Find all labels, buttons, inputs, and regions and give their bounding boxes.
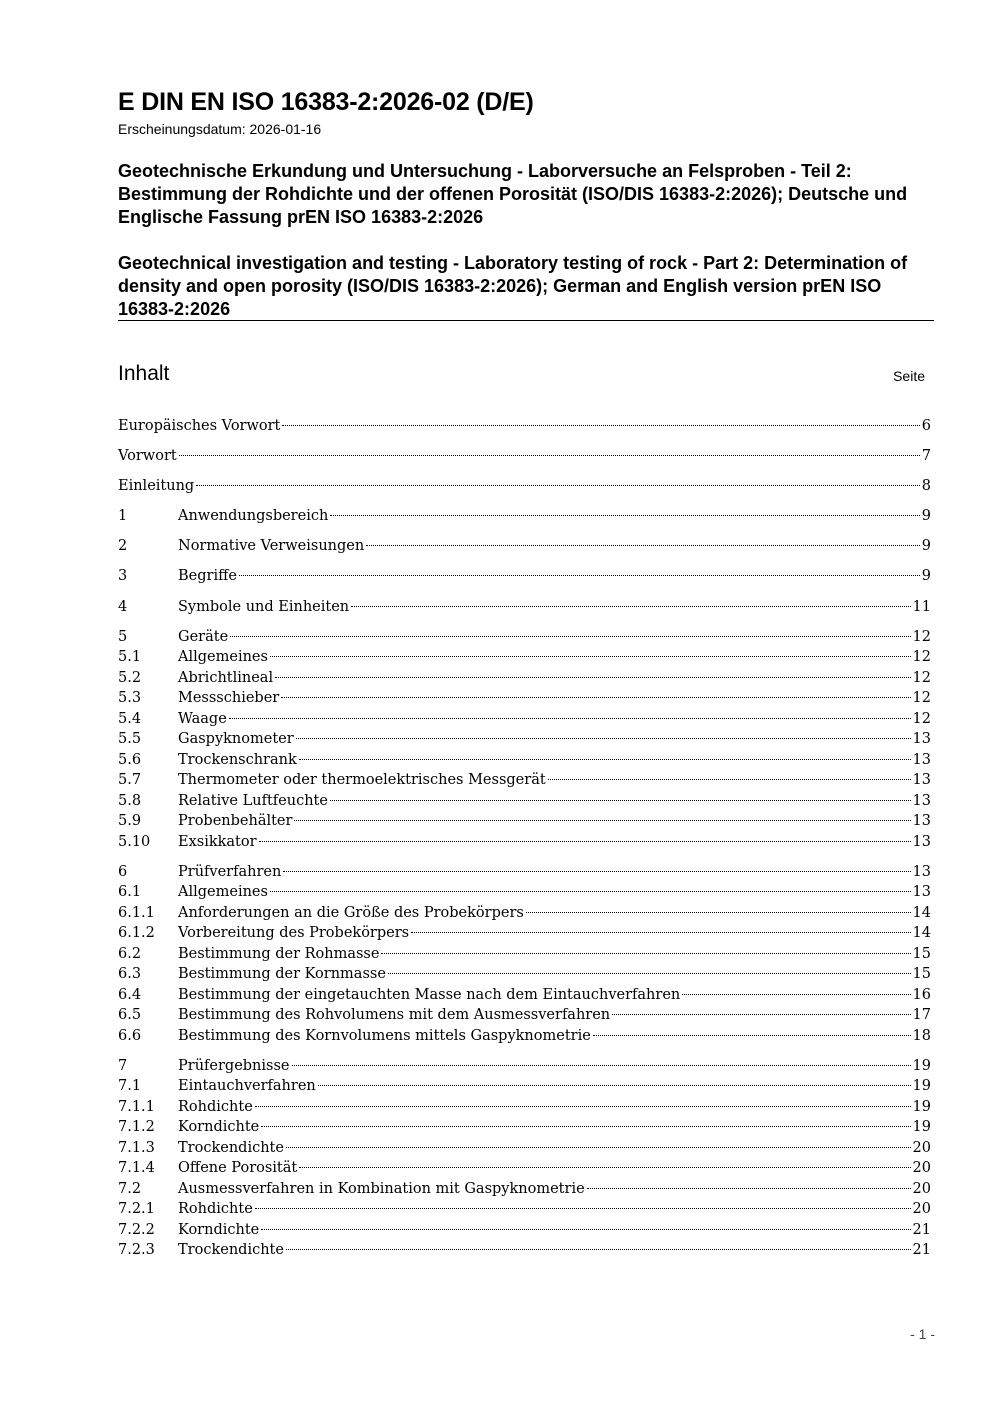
toc-dot-leader <box>411 932 910 933</box>
toc-entry-title: Relative Luftfeuchte <box>178 792 328 809</box>
toc-entry-number: 5.6 <box>118 751 142 768</box>
toc-entry-number: 2 <box>118 538 128 555</box>
toc-entry-number: 5.5 <box>118 731 142 748</box>
toc-entry[interactable] <box>118 923 931 944</box>
toc-dot-leader <box>299 1167 910 1168</box>
toc-dot-leader <box>261 1229 910 1230</box>
toc-dot-leader <box>593 1035 911 1036</box>
toc-entry[interactable] <box>118 750 931 771</box>
toc-dot-leader <box>330 515 919 516</box>
toc-entry[interactable] <box>118 903 931 924</box>
toc-entry-title: Korndichte <box>178 1119 260 1136</box>
toc-entry-title: Rohdichte <box>178 1201 253 1218</box>
document-id: E DIN EN ISO 16383-2:2026-02 (D/E) <box>118 88 534 116</box>
toc-entry[interactable] <box>118 536 931 557</box>
toc-entry-title: Begriffe <box>178 568 237 585</box>
toc-entry-page: 20 <box>912 1139 931 1156</box>
toc-entry-title: Ausmessverfahren in Kombination mit Gaspyknometrie <box>178 1180 585 1197</box>
toc-entry-title: Gaspyknometer <box>178 731 294 748</box>
toc-entry[interactable] <box>118 688 931 709</box>
toc-entry-page: 19 <box>912 1057 931 1074</box>
toc-dot-leader <box>299 759 911 760</box>
toc-entry-number: 6.4 <box>118 986 142 1003</box>
toc-entry[interactable] <box>118 811 931 832</box>
toc-entry-title: Bestimmung der Kornmasse <box>178 966 386 983</box>
toc-entry-page: 19 <box>912 1119 931 1136</box>
toc-entry[interactable] <box>118 476 931 497</box>
toc-entry[interactable] <box>118 770 931 791</box>
toc-entry-page: 17 <box>912 1007 931 1024</box>
toc-dot-leader <box>196 485 920 486</box>
toc-entry-title: Allgemeines <box>178 884 268 901</box>
toc-entry[interactable] <box>118 944 931 965</box>
toc-entry[interactable] <box>118 862 931 883</box>
toc-entry-title: Trockendichte <box>178 1242 284 1259</box>
toc-entry-title: Bestimmung des Kornvolumens mittels Gaspyknometrie <box>178 1027 591 1044</box>
toc-entry[interactable] <box>118 882 931 903</box>
toc-entry[interactable] <box>118 1056 931 1077</box>
toc-entry-number: 7.1.2 <box>118 1119 155 1136</box>
toc-entry-title: Europäisches Vorwort <box>118 418 281 434</box>
toc-entry-page: 21 <box>912 1242 931 1259</box>
toc-entry-number: 5.1 <box>118 649 142 666</box>
toc-entry-number: 5.4 <box>118 710 142 727</box>
toc-dot-leader <box>270 656 911 657</box>
toc-entry-page: 9 <box>921 568 931 585</box>
toc-entry-page: 13 <box>912 751 931 768</box>
toc-entry-number: 7.2 <box>118 1180 142 1197</box>
title-divider <box>118 320 934 321</box>
toc-entry-number: 6.6 <box>118 1027 142 1044</box>
toc-entry-page: 13 <box>912 884 931 901</box>
toc-entry[interactable] <box>118 1097 931 1118</box>
toc-entry[interactable] <box>118 832 931 853</box>
toc-dot-leader <box>230 636 910 637</box>
toc-dot-leader <box>286 1147 911 1148</box>
toc-entry-number: 6.1.1 <box>118 904 155 921</box>
toc-entry-title: Korndichte <box>178 1221 260 1238</box>
german-title: Geotechnische Erkundung und Untersuchung - Laborversuche an Felsproben - Teil 2: Bestimmung der Rohdichte und der offenen Porosität (ISO/DIS 16383-2:2026); Deutsche und Englische Fassung prEN ISO 16383-2:2026 <box>118 161 908 227</box>
toc-entry-title: Trockenschrank <box>178 751 297 768</box>
toc-entry[interactable] <box>118 506 931 527</box>
toc-dot-leader <box>548 779 911 780</box>
toc-entry-page: 13 <box>912 863 931 880</box>
toc-dot-leader <box>294 820 910 821</box>
toc-dot-leader <box>318 1085 911 1086</box>
toc-entry-page: 16 <box>912 986 931 1003</box>
toc-dot-leader <box>179 455 920 456</box>
toc-dot-leader <box>229 718 911 719</box>
toc-entry-title: Waage <box>178 710 227 727</box>
toc-entry-number: 3 <box>118 568 128 585</box>
toc-entry-page: 12 <box>912 649 931 666</box>
toc-entry-title: Allgemeines <box>178 649 268 666</box>
toc-entry[interactable] <box>118 627 931 648</box>
toc-entry[interactable] <box>118 416 931 437</box>
page-number: - 1 - <box>910 1326 935 1342</box>
toc-dot-leader <box>296 738 911 739</box>
toc-entry-number: 5.3 <box>118 690 142 707</box>
toc-entry-page: 12 <box>912 669 931 686</box>
publication-date: Erscheinungsdatum: 2026-01-16 <box>118 121 322 137</box>
toc-entry-page: 9 <box>921 538 931 555</box>
toc-entry-title: Geräte <box>178 628 229 645</box>
toc-entry-number: 6.2 <box>118 945 142 962</box>
toc-entry-title: Bestimmung der eingetauchten Masse nach dem Eintauchverfahren <box>178 986 681 1003</box>
toc-dot-leader <box>587 1188 911 1189</box>
toc-entry-page: 12 <box>912 628 931 645</box>
toc-entry-number: 1 <box>118 508 128 525</box>
toc-entry-title: Probenbehälter <box>178 813 293 830</box>
toc-entry-number: 5.7 <box>118 772 142 789</box>
toc-entry[interactable] <box>118 1117 931 1138</box>
toc-entry-title: Anwendungsbereich <box>178 508 329 525</box>
toc-entry-title: Bestimmung des Rohvolumens mit dem Ausmessverfahren <box>178 1007 611 1024</box>
toc-entry-page: 14 <box>912 925 931 942</box>
toc-entry[interactable] <box>118 1220 931 1241</box>
toc-entry-title: Bestimmung der Rohmasse <box>178 945 380 962</box>
toc-entry-title: Trockendichte <box>178 1139 284 1156</box>
toc-entry-title: Eintauchverfahren <box>178 1078 316 1095</box>
toc-entry-number: 6.1 <box>118 884 142 901</box>
toc-entry[interactable] <box>118 668 931 689</box>
toc-entry-number: 7.1.3 <box>118 1139 155 1156</box>
toc-entry-number: 5.8 <box>118 792 142 809</box>
toc-entry-page: 14 <box>912 904 931 921</box>
toc-entry-title: Anforderungen an die Größe des Probekörpers <box>178 904 524 921</box>
toc-dot-leader <box>330 800 911 801</box>
english-title: Geotechnical investigation and testing - Laboratory testing of rock - Part 2: Determination of density and open porosity (ISO/DIS 16383-2:2026); German and English version prEN ISO 16383-2:2026 <box>118 253 908 319</box>
toc-dot-leader <box>270 891 911 892</box>
toc-entry-page: 13 <box>912 833 931 850</box>
toc-dot-leader <box>381 953 910 954</box>
toc-dot-leader <box>351 606 910 607</box>
toc-entry[interactable] <box>118 985 931 1006</box>
toc-entry-number: 5 <box>118 628 128 645</box>
toc-entry-title: Vorwort <box>118 448 177 465</box>
toc-entry-number: 4 <box>118 598 128 615</box>
toc-entry[interactable] <box>118 1076 931 1097</box>
toc-entry[interactable] <box>118 647 931 668</box>
toc-entry-title: Einleitung <box>118 478 195 495</box>
toc-dot-leader <box>612 1014 910 1015</box>
toc-entry-page: 12 <box>912 710 931 727</box>
toc-entry-number: 7.1 <box>118 1078 142 1095</box>
toc-entry-page: 19 <box>912 1098 931 1115</box>
toc-entry-title: Prüfergebnisse <box>178 1057 290 1074</box>
toc-entry-page: 13 <box>912 731 931 748</box>
toc-entry-page: 12 <box>912 690 931 707</box>
toc-entry-page: 20 <box>912 1201 931 1218</box>
toc-entry-number: 6 <box>118 863 128 880</box>
toc-entry-page: 7 <box>921 448 931 465</box>
toc-entry-number: 6.3 <box>118 966 142 983</box>
toc-entry-number: 7 <box>118 1057 128 1074</box>
toc-entry-number: 7.2.2 <box>118 1221 155 1238</box>
table-of-contents <box>118 416 931 1261</box>
toc-entry-title: Exsikkator <box>178 833 257 850</box>
toc-entry[interactable] <box>118 1005 931 1026</box>
toc-dot-leader <box>281 697 910 698</box>
toc-dot-leader <box>261 1126 910 1127</box>
toc-entry[interactable] <box>118 1026 931 1047</box>
toc-entry-title: Thermometer oder thermoelektrisches Messgerät <box>178 772 546 789</box>
toc-dot-leader <box>275 677 910 678</box>
toc-entry-number: 5.10 <box>118 833 151 850</box>
toc-entry[interactable] <box>118 446 931 467</box>
toc-entry[interactable] <box>118 597 931 618</box>
toc-entry-page: 11 <box>912 598 931 615</box>
toc-entry-page: 8 <box>921 478 931 495</box>
toc-dot-leader <box>255 1106 911 1107</box>
toc-entry-page: 19 <box>912 1078 931 1095</box>
toc-entry[interactable] <box>118 964 931 985</box>
toc-dot-leader <box>282 425 919 426</box>
toc-entry-number: 5.2 <box>118 669 142 686</box>
toc-entry-number: 5.9 <box>118 813 142 830</box>
toc-entry-title: Prüfverfahren <box>178 863 282 880</box>
toc-entry[interactable] <box>118 1179 931 1200</box>
toc-dot-leader <box>388 973 911 974</box>
toc-dot-leader <box>366 545 920 546</box>
toc-entry[interactable] <box>118 1138 931 1159</box>
toc-dot-leader <box>239 575 920 576</box>
toc-dot-leader <box>259 841 911 842</box>
toc-entry[interactable] <box>118 1240 931 1261</box>
toc-dot-leader <box>255 1208 911 1209</box>
toc-entry-number: 6.1.2 <box>118 925 155 942</box>
toc-page-column-label: Seite <box>893 368 925 384</box>
toc-dot-leader <box>286 1249 911 1250</box>
toc-dot-leader <box>526 912 911 913</box>
toc-entry[interactable] <box>118 1199 931 1220</box>
toc-dot-leader <box>292 1065 911 1066</box>
toc-entry[interactable] <box>118 729 931 750</box>
toc-entry-page: 20 <box>912 1160 931 1177</box>
toc-entry[interactable] <box>118 791 931 812</box>
toc-entry-number: 7.2.1 <box>118 1201 155 1218</box>
toc-entry-page: 13 <box>912 772 931 789</box>
toc-entry-page: 9 <box>921 508 931 525</box>
toc-entry-title: Messschieber <box>178 690 280 707</box>
toc-entry-title: Abrichtlineal <box>178 669 274 686</box>
toc-entry-page: 18 <box>912 1027 931 1044</box>
toc-entry[interactable] <box>118 1158 931 1179</box>
toc-entry-page: 15 <box>912 966 931 983</box>
toc-entry-title: Rohdichte <box>178 1098 253 1115</box>
toc-entry-title: Vorbereitung des Probekörpers <box>178 925 410 942</box>
toc-dot-leader <box>682 994 910 995</box>
toc-entry-page: 20 <box>912 1180 931 1197</box>
toc-dot-leader <box>283 871 910 872</box>
toc-entry-page: 6 <box>921 418 931 434</box>
toc-entry-number: 6.5 <box>118 1007 142 1024</box>
toc-entry-number: 7.1.4 <box>118 1160 155 1177</box>
toc-entry-title: Offene Porosität <box>178 1160 298 1177</box>
toc-entry-number: 7.1.1 <box>118 1098 155 1115</box>
toc-entry[interactable] <box>118 709 931 730</box>
toc-entry-title: Normative Verweisungen <box>178 538 365 555</box>
toc-entry-page: 15 <box>912 945 931 962</box>
toc-entry[interactable] <box>118 566 931 587</box>
toc-entry-page: 21 <box>912 1221 931 1238</box>
toc-heading: Inhalt <box>118 362 170 385</box>
toc-entry-page: 13 <box>912 792 931 809</box>
toc-entry-number: 7.2.3 <box>118 1242 155 1259</box>
toc-entry-page: 13 <box>912 813 931 830</box>
toc-entry-title: Symbole und Einheiten <box>178 598 350 615</box>
